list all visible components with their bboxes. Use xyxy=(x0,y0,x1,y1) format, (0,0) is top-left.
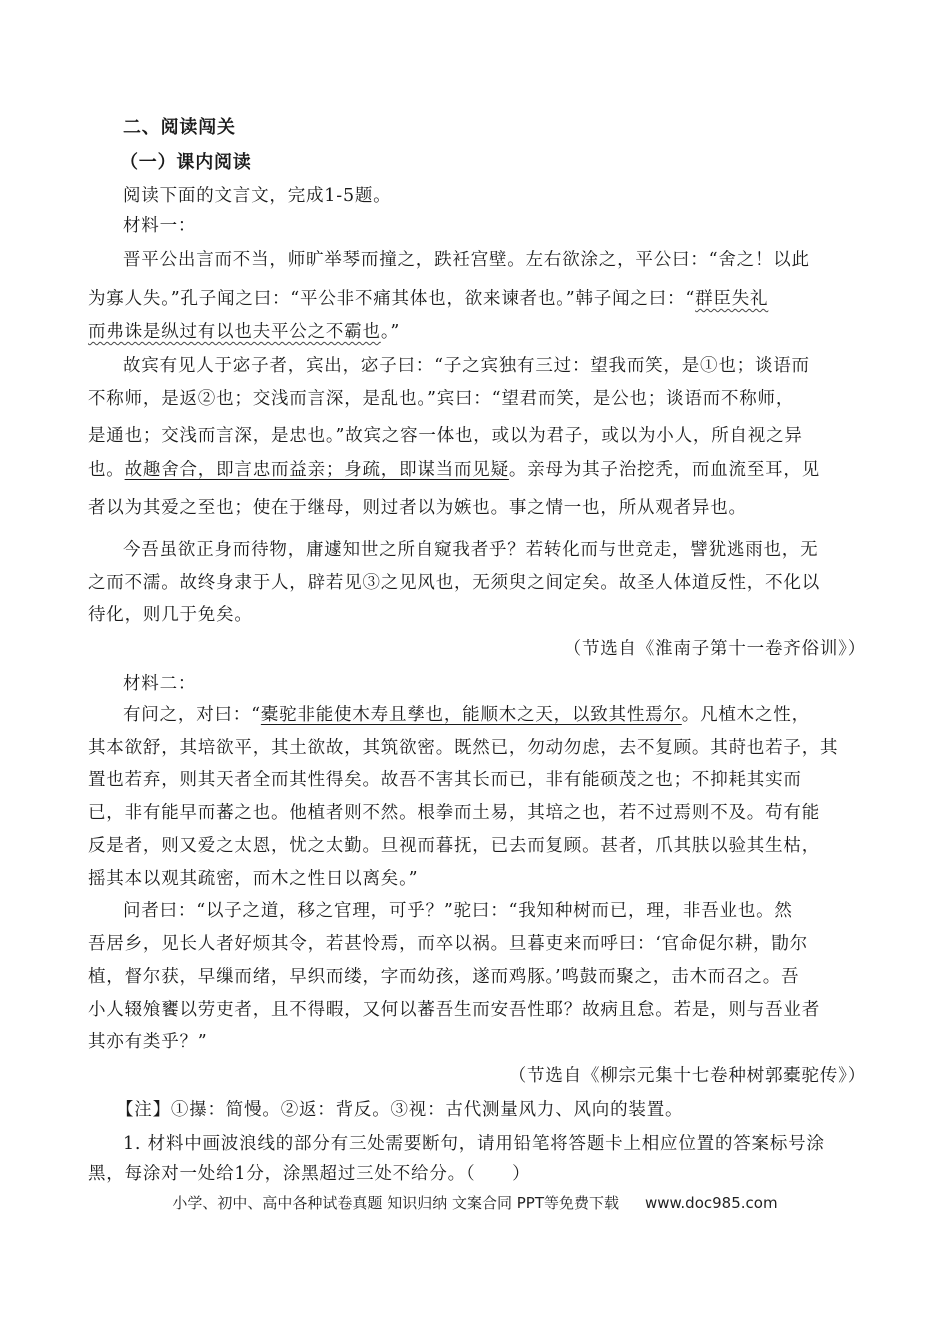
m1-p3-line2: 之而不濡。故终身隶于人，辟若见③之见风也，无须臾之间定矣。故圣人体道反性，不化以 xyxy=(88,573,820,593)
subsection-title: （一）课内阅读 xyxy=(120,152,252,173)
m2-p2-line3: 植，督尔获，早缫而绪，早织而缕，字而幼孩，遂而鸡豚。’鸣鼓而聚之，击木而召之。吾 xyxy=(88,967,800,987)
m2-source: （节选自《柳宗元集十七卷种树郭橐驼传》） xyxy=(508,1066,866,1086)
m1-p1-line2-text: 为寡人失。”孔子闻之曰：“平公非不痛其体也，欲来谏者也。”韩子闻之曰：“ xyxy=(88,289,696,309)
m1-p1-line3 xyxy=(88,320,868,344)
m2-p2-line2: 吾居乡，见长人者好烦其令，若甚怜焉，而卒以祸。旦暮吏来而呼曰：‘官命促尔耕，勖尔 xyxy=(88,934,809,954)
m1-p2-line3: 是通也；交浅而言深，是忠也。”故宾之容一体也，或以为君子，或以为小人，所自视之异 xyxy=(88,426,803,446)
m2-p2-line5: 其亦有类乎？” xyxy=(88,1032,208,1052)
m2-p1-line3: 置也若弃，则其天者全而其性得矣。故吾不害其长而已，非有能硕茂之也；不抑耗其实而 xyxy=(88,770,802,790)
m1-p2-line4 xyxy=(88,458,868,482)
question-1-line1: 1. 材料中画波浪线的部分有三处需要断句，请用铅笔将答题卡上相应位置的答案标号涂 xyxy=(123,1134,825,1154)
m1-p3-line1: 今吾虽欲正身而待物，庸遽知世之所自窥我者乎？若转化而与世竞走，譬犹逃雨也，无 xyxy=(123,540,819,560)
underlined-sentence: 橐驼非能使木寿且孳也，能顺木之天，以致其性焉尔 xyxy=(260,705,682,725)
m1-p3-line3: 待化，则几于免矣。 xyxy=(88,605,253,625)
m2-p2-line4: 小人辍飧饔以劳吏者，且不得暇，又何以蕃吾生而安吾性耶？故病且怠。若是，则与吾业者 xyxy=(88,1000,820,1020)
m2-p1-line6: 摇其本以观其疏密，而木之性日以离矣。” xyxy=(88,869,419,889)
m1-p2-line1: 故宾有见人于宓子者，宾出，宓子曰：“子之宾独有三过：望我而笑，是①也；谈语而 xyxy=(123,356,810,376)
underlined-sentence: 故趣舍合，即言忠而益亲；身疏，即谋当而见疑 xyxy=(124,460,509,480)
instruction: 阅读下面的文言文，完成1-5题。 xyxy=(123,186,392,206)
material1-label: 材料一： xyxy=(123,216,197,236)
m2-p1-line1 xyxy=(123,703,903,727)
m1-p2-line4-start: 也。 xyxy=(88,460,125,480)
footer-text: 小学、初中、高中各种试卷真题 知识归纳 文案合同 PPT等免费下载 xyxy=(172,1194,619,1212)
material2-label: 材料二： xyxy=(123,674,197,694)
m1-p1-line1: 晋平公出言而不当，师旷举琴而撞之，跌衽宫壁。左右欲涂之，平公曰：“舍之！以此 xyxy=(123,250,810,270)
m2-p1-line2: 其本欲舒，其培欲平，其土欲故，其筑欲密。既然已，勿动勿虑，去不复顾。其莳也若子，其 xyxy=(88,738,839,758)
m2-p1-line1-end: 。凡植木之性， xyxy=(681,705,810,725)
m1-p1-line3-end: 。” xyxy=(380,322,401,342)
page-footer xyxy=(0,1192,950,1213)
footer-url[interactable]: www.doc985.com xyxy=(644,1194,778,1212)
m1-source: （节选自《淮南子第十一卷齐俗训》） xyxy=(563,639,866,659)
m2-p1-line1-start: 有问之，对曰：“ xyxy=(123,705,261,725)
m1-p2-line4-end: 。亲母为其子治挖秃，而血流至耳，见 xyxy=(508,460,821,480)
section-title: 二、阅读闯关 xyxy=(123,117,236,138)
note: 【注】①㩧：简慢。②返：背反。③视：古代测量风力、风向的装置。 xyxy=(116,1100,684,1120)
wavy-underlined-phrase: 群臣失礼 xyxy=(695,289,769,309)
m2-p2-line1: 问者曰：“以子之道，移之官理，可乎？”驼曰：“我知种树而已，理，非吾业也。然 xyxy=(123,901,793,921)
m1-p2-line2: 不称师，是返②也；交浅而言深，是乱也。”宾曰：“望君而笑，是公也；谈语而不称师， xyxy=(88,389,795,409)
wavy-underlined-sentence: 而弗诛是纵过有以也夫平公之不霸也 xyxy=(88,322,381,342)
m1-p1-line2 xyxy=(88,287,868,311)
question-1-line2: 黑，每涂对一处给1分，涂黑超过三处不给分。（ ） xyxy=(88,1164,531,1184)
m1-p2-line5: 者以为其爱之至也；使在于继母，则过者以为嫉也。事之情一也，所从观者异也。 xyxy=(88,498,747,518)
m2-p1-line4: 已，非有能早而蕃之也。他植者则不然。根拳而土易，其培之也，若不过焉则不及。苟有能 xyxy=(88,803,820,823)
m2-p1-line5: 反是者，则又爱之太恩，忧之太勤。旦视而暮抚，已去而复顾。甚者，爪其肤以验其生枯， xyxy=(88,836,820,856)
